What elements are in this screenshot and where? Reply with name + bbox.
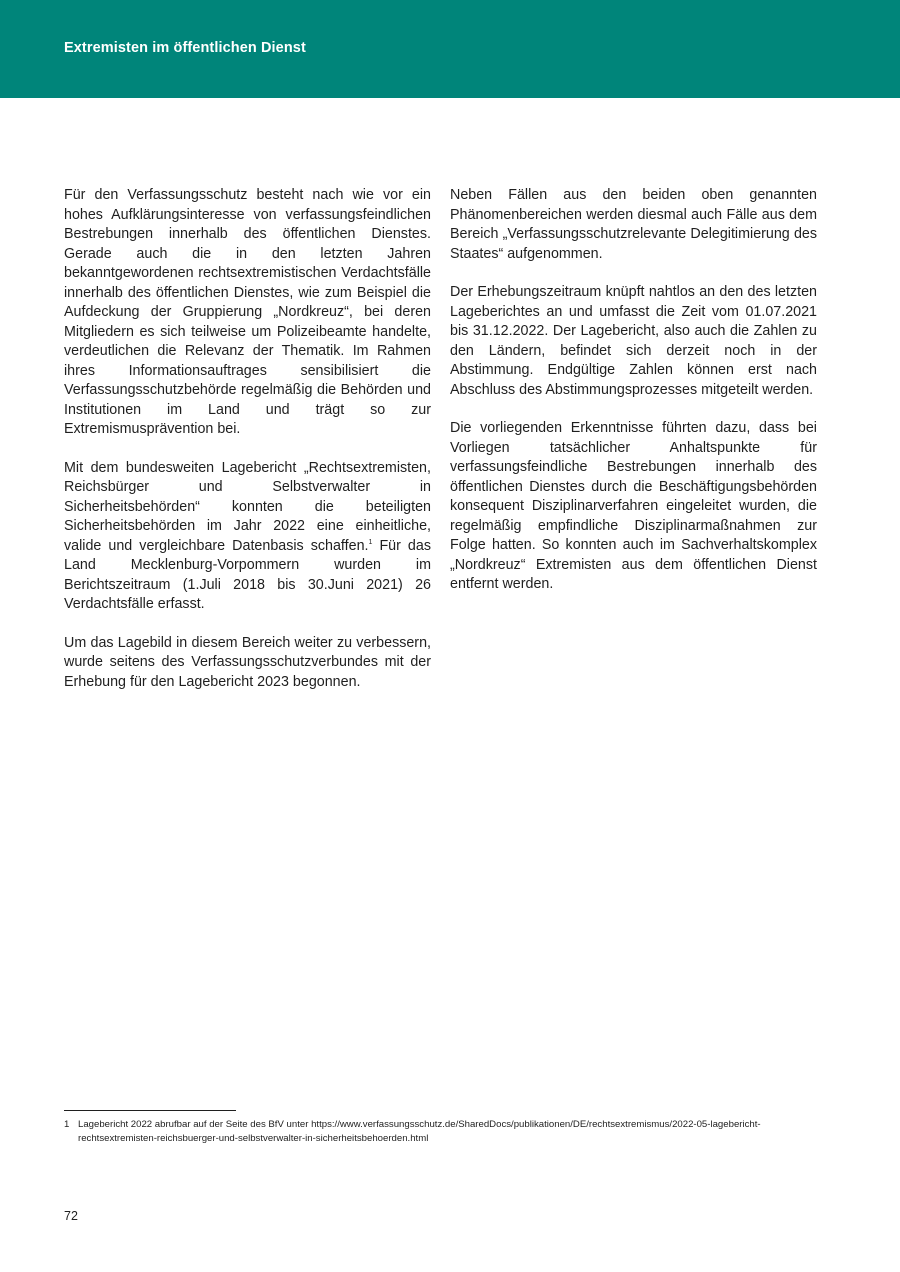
footnote-text: Lagebericht 2022 abrufbar auf der Seite des BfV unter https://www.verfassungsschutz.de/SharedDocs/publikationen/DE/rechtsextremismus/2022-05-lagebericht-rechtsextremisten-reichsbuerger-und-selbstverwalter-in-sicherheitsbehoerden.html: [78, 1119, 761, 1144]
page-title: Extremisten im öffentlichen Dienst: [64, 40, 306, 56]
paragraph: Die vorliegenden Erkenntnisse führten dazu, dass bei Vorliegen tatsächlicher Anhaltspunkte für verfassungsfeindliche Bestrebungen innerhalb des öffentlichen Dienstes durch die Beschäftigungsbehörden konsequent Disziplinarverfahren eingeleitet wurden, die regelmäßig empfindliche Disziplinarmaßnahmen zur Folge hatten. So konnten auch im Sachverhaltskomplex „Nordkreuz“ Extremisten aus dem öffentlichen Dienst entfernt werden.: [450, 420, 817, 592]
paragraph: Der Erhebungszeitraum knüpft nahtlos an den des letzten Lageberichtes an und umfasst die Zeit vom 01.07.2021 bis 31.12.2022. Der Lagebericht, also auch die Zahlen zu den Ländern, befindet sich derzeit noch in der Abstimmung. Endgültige Zahlen können erst nach Abschluss des Abstimmungsprozesses mitgeteilt werden.: [450, 284, 817, 398]
paragraph: Für den Verfassungsschutz besteht nach wie vor ein hohes Aufklärungsinteresse von verfassungsfeindlichen Bestrebungen innerhalb des öffentlichen Dienstes. Gerade auch die in den letzten Jahren bekanntgewordenen rechtsextremistischen Verdachtsfälle innerhalb des öffentlichen Dienstes, wie zum Beispiel die Aufdeckung der Gruppierung „Nordkreuz“, bei deren Mitgliedern es sich teilweise um Polizeibeamte handelte, verdeutlichen die Relevanz der Thematik. Im Rahmen ihres Informationsauftrages sensibilisiert die Verfassungsschutzbehörde regelmäßig die Behörden und Institutionen im Land und trägt so zur Extremismusprävention bei.: [64, 187, 431, 437]
right-column: [450, 186, 817, 614]
footnote-number: 1: [64, 1119, 70, 1130]
footnote: [64, 1118, 824, 1146]
paragraph-text: Für das Land Mecklenburg-Vorpommern wurden im Berichtszeitraum (1.Juli 2018 bis 30.Juni 2021) 26 Verdachtsfälle erfasst.: [64, 537, 431, 612]
left-column: [64, 186, 431, 711]
paragraph: Neben Fällen aus den beiden oben genannten Phänomenbereichen werden diesmal auch Fälle aus dem Bereich „Verfassungsschutzrelevante Delegitimierung des Staates“ aufgenommen.: [450, 187, 817, 262]
footnote-divider: [64, 1110, 236, 1111]
paragraph: Um das Lagebild in diesem Bereich weiter zu verbessern, wurde seitens des Verfassungsschutzverbundes mit der Erhebung für den Lagebericht 2023 begonnen.: [64, 634, 431, 690]
page-header: [0, 0, 900, 98]
page-number: 72: [64, 1209, 78, 1223]
paragraph: [64, 459, 431, 615]
paragraph-text: Mit dem bundesweiten Lagebericht „Rechtsextremisten, Reichsbürger und Selbstverwalter in Sicherheitsbehörden“ konnten die beteiligten Sicherheitsbehörden im Jahr 2022 eine einheitliche, valide und vergleichbare Datenbasis schaffen.: [64, 459, 431, 554]
footnote-reference[interactable]: 1: [368, 538, 373, 546]
